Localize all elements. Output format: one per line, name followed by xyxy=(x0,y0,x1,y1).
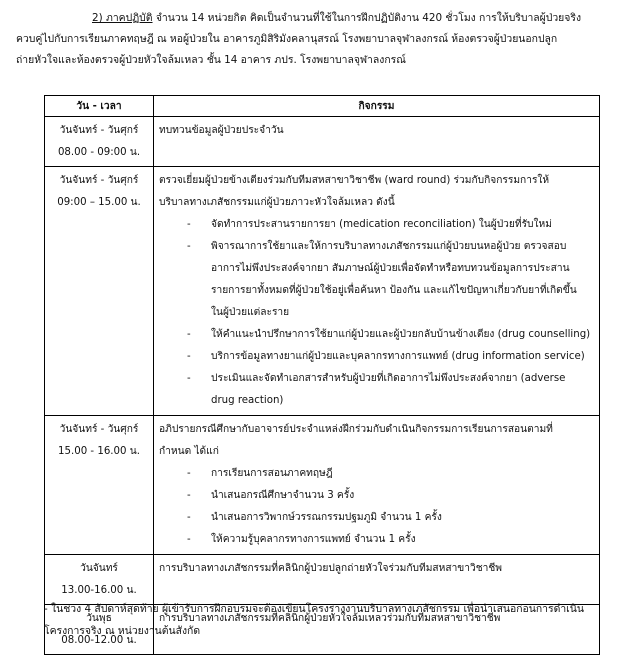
bullet-dash-icon: - xyxy=(187,468,191,479)
time-label: 09:00 – 15.00 น. xyxy=(57,197,141,208)
list-item-text: นำเสนอการวิพากษ์วรรณกรรมปฐมภูมิ จำนวน 1 ครั้ง xyxy=(211,512,442,523)
activity-cell xyxy=(154,416,600,555)
activity-text: การบริบาลทางเภสัชกรรมที่คลินิกผู้ป่วยหัวใจล้มเหลวร่วมกับทีมสหสาขาวิชาชีพ xyxy=(159,613,501,624)
list-item-text: drug reaction) xyxy=(211,395,284,406)
bullet-dash-icon: - xyxy=(187,219,191,230)
activity-cell xyxy=(154,555,600,605)
activity-text: ทบทวนข้อมูลผู้ป่วยประจำวัน xyxy=(159,125,284,136)
footer-line-2: โครงการจริง ณ หน่วยงานต้นสังกัด xyxy=(44,625,201,637)
list-item xyxy=(187,346,593,368)
list-item xyxy=(187,214,593,236)
list-item-text: ให้คำแนะนำปรึกษาการใช้ยาแก่ผู้ป่วยและผู้ป่วยกลับบ้านข้างเตียง (drug counselling) xyxy=(211,329,591,340)
list-item xyxy=(187,485,593,507)
day-label: วันจันทร์ - วันศุกร์ xyxy=(59,424,139,435)
day-cell xyxy=(45,416,154,555)
day-label: วันจันทร์ xyxy=(80,563,118,574)
table-row xyxy=(45,167,600,416)
activity-cell xyxy=(154,117,600,167)
header-activity: กิจกรรม xyxy=(154,96,600,117)
day-cell xyxy=(45,117,154,167)
list-item-text: ให้ความรู้บุคลากรทางการแพทย์ จำนวน 1 ครั้ง xyxy=(211,534,416,545)
footer-note xyxy=(44,598,604,642)
footer-line-1: - ในช่วง 4 สัปดาห์สุดท้าย ผู้เข้ารับการฝึกอบรมจะต้องเขียนโครงร่างงานบริบาลทางเภสัชกรรม เพื่อนำเสนอก่อนการดำเนิน xyxy=(44,603,584,615)
list-item-text: จัดทำการประสานรายการยา (medication reconciliation) ในผู้ป่วยที่รับใหม่ xyxy=(211,219,552,230)
bullet-dash-icon: - xyxy=(187,534,191,545)
table-header-row xyxy=(45,96,600,117)
bullet-list xyxy=(159,214,593,412)
bullet-list xyxy=(159,463,593,551)
list-item-text: พิจารณาการใช้ยาและให้การบริบาลทางเภสัชกรรมแก่ผู้ป่วยบนหอผู้ป่วย ตรวจสอบ xyxy=(211,241,567,252)
activity-text: ตรวจเยี่ยมผู้ป่วยข้างเตียงร่วมกับทีมสหสาขาวิชาชีพ (ward round) ร่วมกับกิจกรรมการให้ xyxy=(159,175,550,186)
table-row xyxy=(45,555,600,605)
intro-line-2: ควบคู่ไปกับการเรียนภาคทฤษฎี ณ หอผู้ป่วยใน อาคารภูมิสิริมังคลานุสรณ์ โรงพยาบาลจุฬาลงกรณ์ ห้องตรวจผู้ป่วยนอกปลูก xyxy=(16,33,558,45)
activity-text: กำหนด ได้แก่ xyxy=(159,446,219,457)
list-item xyxy=(187,324,593,346)
activity-cell xyxy=(154,167,600,416)
list-item xyxy=(187,507,593,529)
bullet-dash-icon: - xyxy=(187,512,191,523)
bullet-dash-icon: - xyxy=(187,373,191,384)
day-label: วันจันทร์ - วันศุกร์ xyxy=(59,125,139,136)
list-item-text: นำเสนอกรณีศึกษาจำนวน 3 ครั้ง xyxy=(211,490,355,501)
list-item-text: อาการไม่พึงประสงค์จากยา สัมภาษณ์ผู้ป่วยเพื่อจัดทำหรือทบทวนข้อมูลการประสาน xyxy=(211,263,570,274)
list-item-text: บริการข้อมูลทางยาแก่ผู้ป่วยและบุคลากรทางการแพทย์ (drug information service) xyxy=(211,351,585,362)
time-label: 08.00 - 09:00 น. xyxy=(57,147,141,158)
intro-line-1 xyxy=(16,8,601,29)
intro-text-1: จำนวน 14 หน่วยกิต คิดเป็นจำนวนที่ใช้ในการฝึกปฏิบัติงาน 420 ชั่วโมง การให้บริบาลผู้ป่วยจริง xyxy=(155,12,582,24)
day-label: วันพุธ xyxy=(86,613,112,624)
intro-line-3: ถ่ายหัวใจและห้องตรวจผู้ป่วยหัวใจล้มเหลว ชั้น 14 อาคาร ภปร. โรงพยาบาลจุฬาลงกรณ์ xyxy=(16,54,406,66)
activity-text: อภิปรายกรณีศึกษากับอาจารย์ประจำแหล่งฝึกร่วมกับดำเนินกิจกรรมการเรียนการสอนตามที่ xyxy=(159,424,553,435)
activity-text: บริบาลทางเภสัชกรรมแก่ผู้ป่วยภาวะหัวใจล้มเหลว ดังนี้ xyxy=(159,197,395,208)
time-label: 08.00-12.00 น. xyxy=(61,635,137,646)
table-row xyxy=(45,416,600,555)
list-item-text: รายการยาทั้งหมดที่ผู้ป่วยใช้อยู่เพื่อค้นหา ป้องกัน และแก้ไขปัญหาเกี่ยวกับยาที่เกิดขึ้น xyxy=(211,285,577,296)
intro-paragraph xyxy=(16,8,601,71)
day-cell xyxy=(45,555,154,605)
section-label: 2) ภาคปฏิบัติ xyxy=(92,12,153,24)
activity-text: การบริบาลทางเภสัชกรรมที่คลินิกผู้ป่วยปลูกถ่ายหัวใจร่วมกับทีมสหสาขาวิชาชีพ xyxy=(159,563,502,574)
list-item xyxy=(187,529,593,551)
header-time: วัน - เวลา xyxy=(45,96,154,117)
bullet-dash-icon: - xyxy=(187,329,191,340)
day-label: วันจันทร์ - วันศุกร์ xyxy=(59,175,139,186)
list-item-text: การเรียนการสอนภาคทฤษฎี xyxy=(211,468,333,479)
bullet-dash-icon: - xyxy=(187,351,191,362)
time-label: 13.00-16.00 น. xyxy=(61,585,137,596)
list-item-text: ประเมินและจัดทำเอกสารสำหรับผู้ป่วยที่เกิดอาการไม่พึงประสงค์จากยา (adverse xyxy=(211,373,566,384)
bullet-dash-icon: - xyxy=(187,241,191,252)
schedule-table xyxy=(44,95,600,655)
bullet-dash-icon: - xyxy=(187,490,191,501)
time-label: 15.00 - 16.00 น. xyxy=(58,446,140,457)
table-row xyxy=(45,117,600,167)
list-item xyxy=(187,463,593,485)
list-item xyxy=(187,236,593,324)
list-item xyxy=(187,368,593,412)
day-cell xyxy=(45,167,154,416)
list-item-text: ในผู้ป่วยแต่ละราย xyxy=(211,307,290,318)
